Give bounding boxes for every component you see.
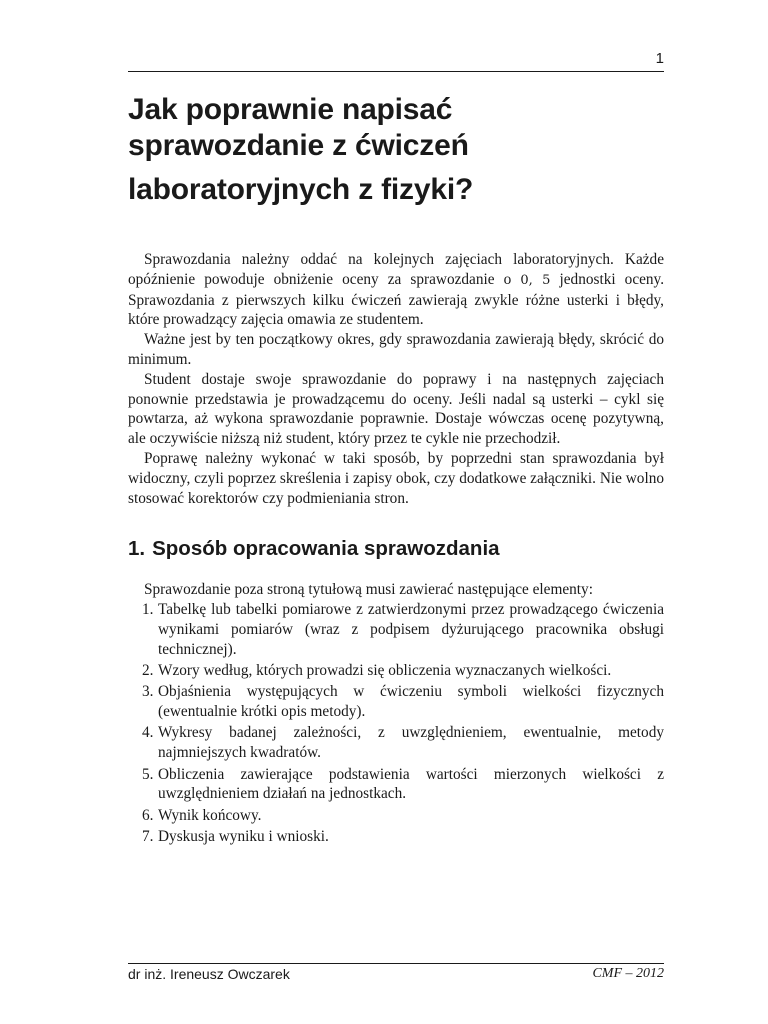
list-item	[128, 827, 664, 847]
intro-paragraph: Poprawę należny wykonać w taki sposób, by poprzedni stan sprawozdania był widoczny, czyli poprzez skreślenia i zapisy obok, czy dodatkowe załączniki. Nie wolno stosować korektorów czy podmieniania stron.	[128, 449, 664, 507]
page-number: 1	[655, 50, 664, 67]
list-marker: 3.	[142, 683, 154, 701]
list-item	[128, 765, 664, 805]
footer-rule	[128, 963, 664, 964]
list-marker: 4.	[142, 724, 154, 742]
intro-paragraph: Ważne jest by ten początkowy okres, gdy sprawozdania zawierają błędy, skrócić do minimum.	[128, 331, 664, 368]
list-item	[128, 682, 664, 722]
list-marker: 7.	[142, 827, 154, 845]
paragraph-text: jednostki oceny. Sprawozdania z pierwszych kilku ćwiczeń zawierają zwykle różne usterki i błędy, które prowadzący zajęcia omawia ze studentem.	[128, 270, 665, 329]
footer-author: dr inż. Ireneusz Owczarek	[128, 966, 290, 982]
list-item-text: Dyskusja wyniku i wnioski.	[158, 827, 329, 845]
section-title: Sposób opracowania sprawozdania	[152, 537, 500, 561]
list-item	[128, 661, 664, 681]
list-item-text: Tabelkę lub tabelki pomiarowe z zatwierdzonymi przez prowadzącego ćwiczenia wynikami pomiarów (wraz z podpisem dyżurującego pracownika obsługi technicznej).	[158, 601, 664, 658]
title-line: sprawozdanie z ćwiczeń	[128, 129, 469, 162]
list-item-text: Objaśnienia występujących w ćwiczeniu symboli wielkości fizycznych (ewentualnie krótki opis metody).	[158, 683, 664, 721]
list-item	[128, 600, 664, 659]
section-heading	[128, 536, 664, 562]
elements-list	[128, 600, 664, 847]
paragraph-text: Sprawozdania należny oddać na kolejnych zajęciach laboratoryjnych. Każde opóźnienie powoduje obniżenie oceny za sprawozdanie o	[128, 251, 664, 288]
intro-section	[128, 250, 664, 508]
document-title	[128, 92, 664, 208]
page-content	[128, 92, 664, 848]
section-intro: Sprawozdanie poza stroną tytułową musi zawierać następujące elementy:	[144, 581, 593, 599]
footer-edition: CMF – 2012	[592, 966, 664, 981]
list-marker: 2.	[142, 662, 154, 680]
list-item-text: Wynik końcowy.	[158, 806, 262, 824]
list-item	[128, 806, 664, 826]
list-marker: 6.	[142, 806, 154, 824]
section-number: 1.	[128, 537, 146, 561]
list-item	[128, 723, 664, 763]
list-marker: 1.	[142, 601, 154, 619]
list-item-text: Wykresy badanej zależności, z uwzględnieniem, ewentualnie, metody najmniejszych kwadratów.	[158, 724, 664, 762]
intro-paragraph	[128, 250, 664, 330]
list-item-text: Obliczenia zawierające podstawienia wartości mierzonych wielkości z uwzględnieniem działań na jednostkach.	[158, 765, 664, 803]
title-line: Jak poprawnie napisać	[128, 93, 453, 126]
list-item-text: Wzory według, których prowadzi się obliczenia wyznaczanych wielkości.	[158, 662, 612, 680]
math-value: 0, 5	[520, 272, 551, 288]
intro-paragraph: Student dostaje swoje sprawozdanie do poprawy i na następnych zajęciach ponownie przedstawia je prowadzącemu do oceny. Jeśli nadal są usterki – cykl się powtarza, aż wykona sprawozdanie poprawnie. Dostaje wówczas ocenę pozytywną, ale oczywiście niższą niż student, który przez te cykle nie przechodził.	[128, 370, 664, 448]
list-marker: 5.	[142, 765, 154, 783]
title-line: laboratoryjnych z fizyki?	[128, 173, 474, 206]
header-rule	[128, 71, 664, 72]
